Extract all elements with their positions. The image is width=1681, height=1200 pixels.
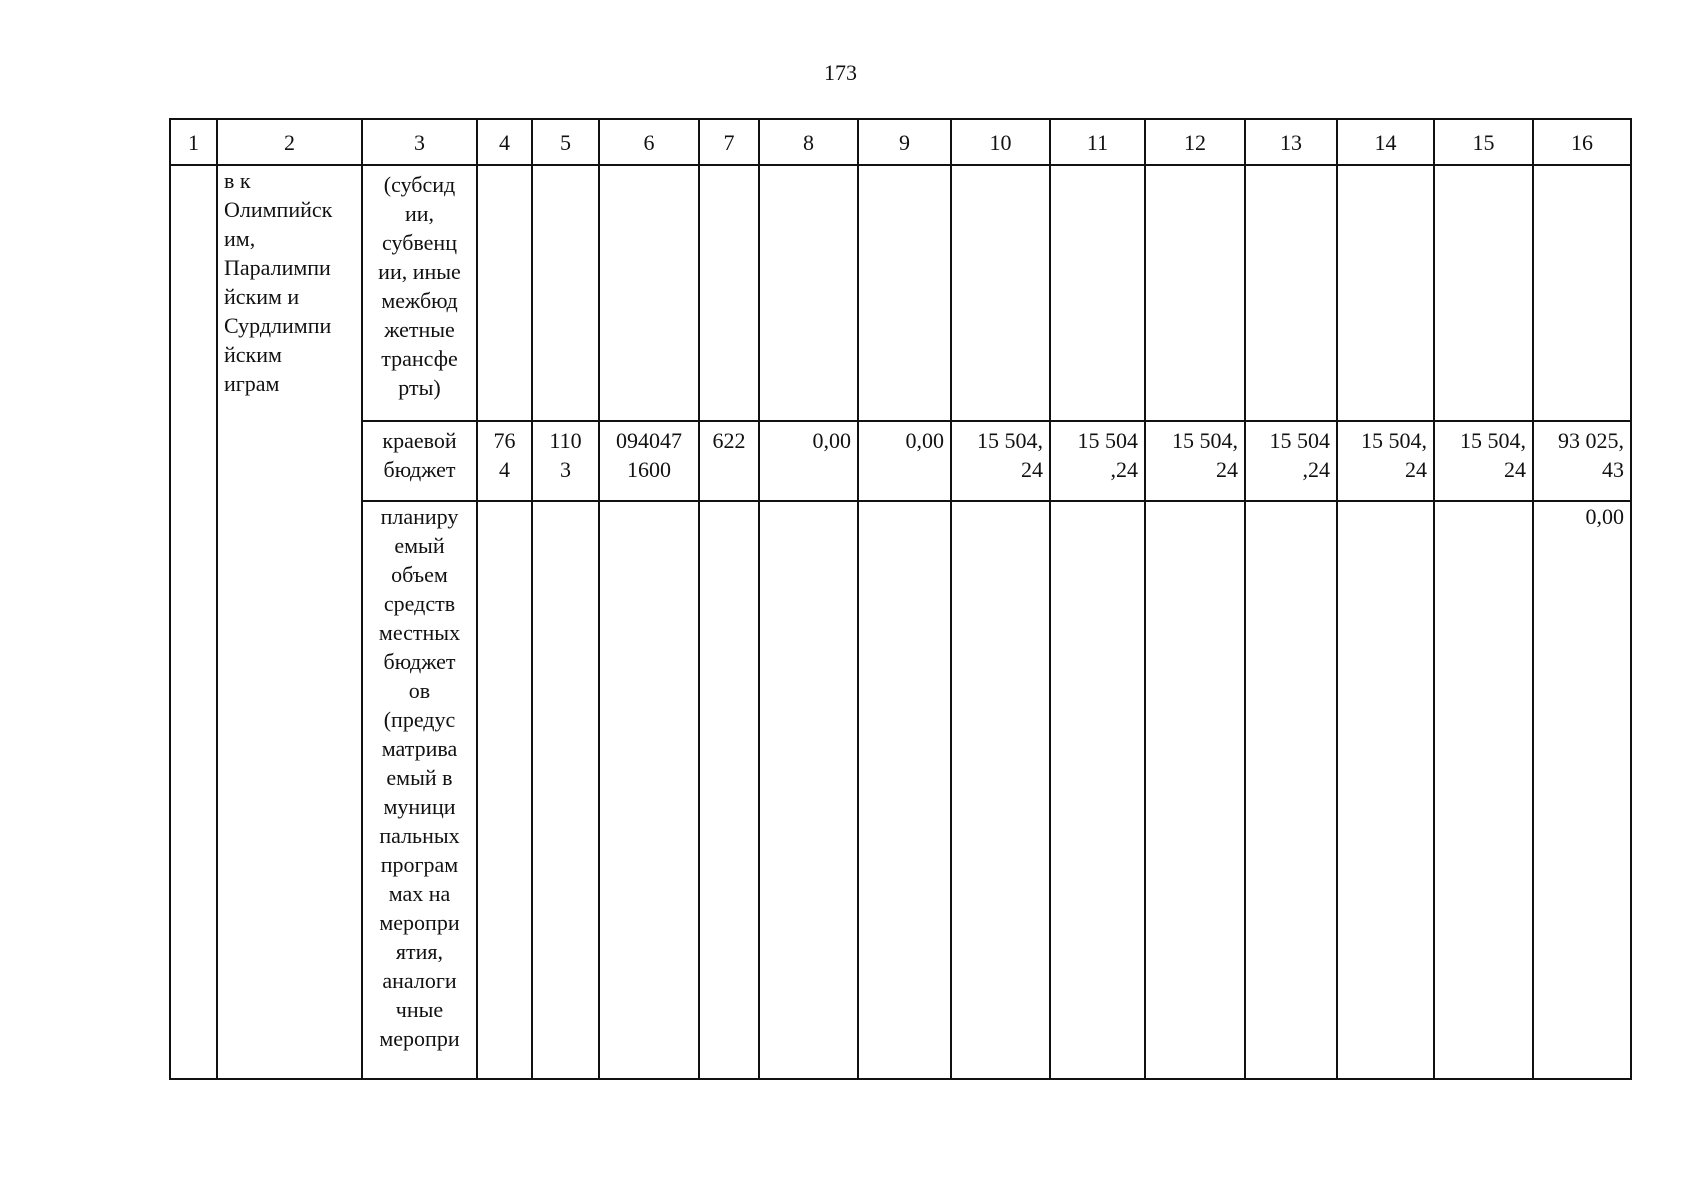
funding-source-cell bbox=[362, 165, 477, 421]
funding-source-line: чные bbox=[395, 997, 444, 1022]
amount-cell: 0,00 bbox=[759, 421, 858, 501]
amount-line: ,24 bbox=[1110, 457, 1138, 482]
table-cell bbox=[1434, 501, 1533, 1079]
table-cell bbox=[951, 165, 1050, 421]
amount-line: 15 504, bbox=[1172, 428, 1238, 453]
funding-source-line: субвенц bbox=[382, 230, 457, 255]
amount-cell bbox=[1145, 421, 1245, 501]
amount-cell bbox=[951, 421, 1050, 501]
table-cell bbox=[477, 165, 532, 421]
table-cell bbox=[599, 165, 699, 421]
funding-source-line: муници bbox=[383, 794, 456, 819]
funding-source-line: жетные bbox=[384, 317, 455, 342]
funding-source-line: аналоги bbox=[382, 968, 457, 993]
event-name-line: в к bbox=[224, 168, 251, 193]
header-cell: 7 bbox=[699, 119, 759, 165]
amount-line: 15 504 bbox=[1077, 428, 1138, 453]
amount-line: 24 bbox=[1021, 457, 1043, 482]
table-row bbox=[170, 165, 1631, 421]
table-cell bbox=[1145, 165, 1245, 421]
funding-source-line: меропри bbox=[379, 1026, 460, 1051]
event-name-line: Олимпийск bbox=[224, 197, 333, 222]
funding-source-line: (субсид bbox=[383, 172, 456, 197]
table-cell bbox=[532, 165, 599, 421]
table-row-local bbox=[170, 501, 1631, 1079]
amount-cell: 0,00 bbox=[858, 421, 951, 501]
header-cell: 14 bbox=[1337, 119, 1434, 165]
funding-source-line: бюджет bbox=[383, 649, 456, 674]
amount-line: 24 bbox=[1216, 457, 1238, 482]
amount-line: 24 bbox=[1504, 457, 1526, 482]
header-cell: 3 bbox=[362, 119, 477, 165]
ministry-code-cell bbox=[477, 421, 532, 501]
header-cell: 1 bbox=[170, 119, 217, 165]
budget-table bbox=[169, 118, 1632, 1080]
header-row bbox=[170, 119, 1631, 165]
amount-line: 15 504, bbox=[1460, 428, 1526, 453]
header-cell: 16 bbox=[1533, 119, 1631, 165]
event-name-line: играм bbox=[224, 371, 280, 396]
header-cell: 4 bbox=[477, 119, 532, 165]
amount-cell bbox=[1337, 421, 1434, 501]
code-line: 3 bbox=[560, 457, 571, 482]
funding-source-line: меропри bbox=[379, 910, 460, 935]
event-name-line: Сурдлимпи bbox=[224, 313, 332, 338]
table-cell bbox=[1050, 501, 1145, 1079]
header-cell: 15 bbox=[1434, 119, 1533, 165]
code-line: 1600 bbox=[627, 457, 671, 482]
table-cell bbox=[759, 165, 858, 421]
funding-source-line: рты) bbox=[398, 375, 441, 400]
event-name-line: Паралимпи bbox=[224, 255, 331, 280]
funding-source-line: средств bbox=[383, 591, 456, 616]
table-cell bbox=[951, 501, 1050, 1079]
funding-source-cell bbox=[362, 421, 477, 501]
amount-cell bbox=[1245, 421, 1337, 501]
funding-source-line: бюджет bbox=[383, 457, 456, 482]
funding-source-line: трансфе bbox=[381, 346, 458, 371]
funding-source-line: местных bbox=[378, 620, 461, 645]
event-name-cell bbox=[217, 165, 362, 1079]
table-cell bbox=[599, 501, 699, 1079]
funding-source-line: планиру bbox=[380, 504, 459, 529]
funding-source-line: мах на bbox=[388, 881, 451, 906]
event-name-line: йским и bbox=[224, 284, 300, 309]
code-line: 76 bbox=[493, 428, 516, 453]
table-cell bbox=[1245, 165, 1337, 421]
code-line: 094047 bbox=[616, 428, 682, 453]
header-cell: 11 bbox=[1050, 119, 1145, 165]
table-cell bbox=[1145, 501, 1245, 1079]
funding-source-line: объем bbox=[391, 562, 448, 587]
total-amount-cell bbox=[1533, 421, 1631, 501]
total-amount-cell: 0,00 bbox=[1533, 501, 1631, 1079]
table-cell bbox=[1245, 501, 1337, 1079]
header-cell: 9 bbox=[858, 119, 951, 165]
code-line: 110 bbox=[549, 428, 582, 453]
header-cell: 5 bbox=[532, 119, 599, 165]
table-cell bbox=[699, 165, 759, 421]
amount-line: 15 504, bbox=[977, 428, 1043, 453]
table-cell bbox=[1533, 165, 1631, 421]
funding-source-line: краевой bbox=[382, 428, 457, 453]
table-cell bbox=[1337, 165, 1434, 421]
funding-source-cell bbox=[362, 501, 477, 1079]
amount-cell bbox=[1050, 421, 1145, 501]
funding-source-line: ии, иные bbox=[378, 259, 461, 284]
funding-source-line: програм bbox=[380, 852, 459, 877]
funding-source-line: (предус bbox=[383, 707, 456, 732]
amount-cell bbox=[1434, 421, 1533, 501]
funding-source-line: пальных bbox=[379, 823, 460, 848]
table-cell bbox=[1050, 165, 1145, 421]
header-cell: 13 bbox=[1245, 119, 1337, 165]
col1-cell bbox=[170, 165, 217, 1079]
funding-source-line: емый в bbox=[386, 765, 453, 790]
funding-source-line: ии, bbox=[404, 201, 435, 226]
amount-line: 93 025, bbox=[1558, 428, 1624, 453]
funding-source-line: ов bbox=[408, 678, 431, 703]
event-name-line: йским bbox=[224, 342, 282, 367]
table-cell bbox=[699, 501, 759, 1079]
header-cell: 8 bbox=[759, 119, 858, 165]
code-line: 4 bbox=[499, 457, 510, 482]
page-number: 173 bbox=[824, 60, 857, 85]
amount-line: ,24 bbox=[1302, 457, 1330, 482]
funding-source-line: матрива bbox=[381, 736, 458, 761]
target-code-cell bbox=[599, 421, 699, 501]
header-cell: 12 bbox=[1145, 119, 1245, 165]
table-cell bbox=[532, 501, 599, 1079]
table-cell bbox=[1337, 501, 1434, 1079]
funding-source-line: межбюд bbox=[381, 288, 458, 313]
funding-source-line: ятия, bbox=[395, 939, 444, 964]
amount-line: 24 bbox=[1405, 457, 1427, 482]
funding-source-line: емый bbox=[394, 533, 445, 558]
table-cell bbox=[858, 165, 951, 421]
table-cell bbox=[477, 501, 532, 1079]
table-cell bbox=[759, 501, 858, 1079]
table-cell bbox=[1434, 165, 1533, 421]
header-cell: 10 bbox=[951, 119, 1050, 165]
amount-line: 15 504, bbox=[1361, 428, 1427, 453]
header-cell: 6 bbox=[599, 119, 699, 165]
section-code-cell bbox=[532, 421, 599, 501]
header-cell: 2 bbox=[217, 119, 362, 165]
table-row-kraevoy bbox=[170, 421, 1631, 501]
table-cell bbox=[858, 501, 951, 1079]
event-name-line: им, bbox=[224, 226, 256, 251]
expense-type-cell: 622 bbox=[699, 421, 759, 501]
amount-line: 15 504 bbox=[1269, 428, 1330, 453]
amount-line: 43 bbox=[1602, 457, 1624, 482]
